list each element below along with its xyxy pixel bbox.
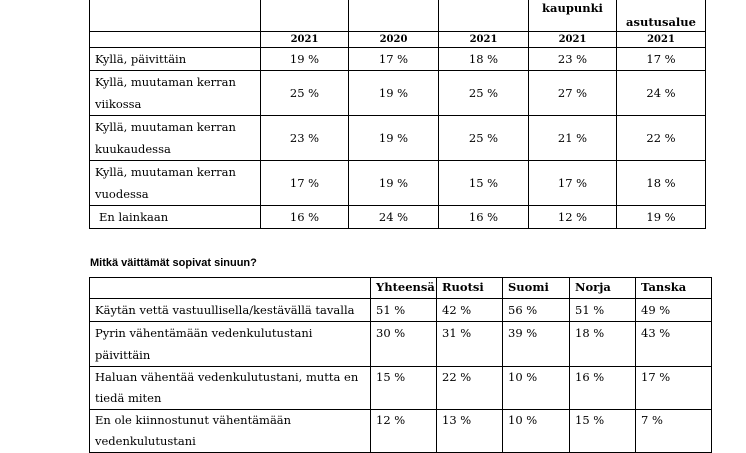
value-cell: 39 % [503, 322, 570, 367]
row-label: En ole kiinnostunut vähentämään vedenkulutustani [90, 410, 371, 453]
header-cell: kaupunki [529, 0, 617, 32]
table-row [90, 299, 712, 322]
value-cell: 19 % [261, 48, 349, 71]
table-row [90, 322, 712, 367]
header-cell: Suomi [503, 278, 570, 299]
year-cell: 2020 [349, 32, 439, 48]
row-label: Kyllä, muutaman kerran viikossa [90, 71, 261, 116]
value-cell: 16 % [261, 206, 349, 229]
value-cell: 17 % [617, 48, 706, 71]
value-cell: 23 % [529, 48, 617, 71]
value-cell: 15 % [371, 367, 437, 410]
header-cell [439, 0, 529, 32]
year-row [90, 32, 706, 48]
section-heading: Mitkä väittämät sopivat sinuun? [90, 257, 257, 269]
year-cell: 2021 [617, 32, 706, 48]
row-label: Kyllä, muutaman kerran vuodessa [90, 161, 261, 206]
value-cell: 21 % [529, 116, 617, 161]
row-label: Kyllä, muutaman kerran kuukaudessa [90, 116, 261, 161]
row-label: Haluan vähentää vedenkulutustani, mutta en tiedä miten [90, 367, 371, 410]
value-cell: 24 % [349, 206, 439, 229]
header-cell [90, 278, 371, 299]
header-cell [90, 0, 261, 32]
value-cell: 13 % [437, 410, 503, 453]
value-cell: 16 % [439, 206, 529, 229]
table-header-row [90, 0, 706, 32]
value-cell: 56 % [503, 299, 570, 322]
table-row [90, 71, 706, 116]
statements-table [89, 277, 712, 453]
value-cell: 24 % [617, 71, 706, 116]
value-cell: 19 % [349, 161, 439, 206]
table-row [90, 116, 706, 161]
header-cell: asutusalue [617, 0, 706, 32]
table-row [90, 410, 712, 453]
value-cell: 31 % [437, 322, 503, 367]
table-row [90, 367, 712, 410]
usage-frequency-table [89, 0, 706, 229]
header-cell [261, 0, 349, 32]
value-cell: 18 % [570, 322, 636, 367]
value-cell: 17 % [349, 48, 439, 71]
value-cell: 25 % [439, 116, 529, 161]
value-cell: 42 % [437, 299, 503, 322]
value-cell: 19 % [617, 206, 706, 229]
value-cell: 51 % [371, 299, 437, 322]
year-cell [90, 32, 261, 48]
value-cell: 30 % [371, 322, 437, 367]
value-cell: 49 % [636, 299, 712, 322]
header-cell [349, 0, 439, 32]
value-cell: 7 % [636, 410, 712, 453]
value-cell: 19 % [349, 116, 439, 161]
header-cell: Norja [570, 278, 636, 299]
value-cell: 23 % [261, 116, 349, 161]
value-cell: 22 % [437, 367, 503, 410]
value-cell: 25 % [439, 71, 529, 116]
table-header-row [90, 278, 712, 299]
value-cell: 18 % [439, 48, 529, 71]
value-cell: 27 % [529, 71, 617, 116]
year-cell: 2021 [439, 32, 529, 48]
year-cell: 2021 [529, 32, 617, 48]
value-cell: 22 % [617, 116, 706, 161]
value-cell: 51 % [570, 299, 636, 322]
value-cell: 17 % [529, 161, 617, 206]
value-cell: 10 % [503, 367, 570, 410]
value-cell: 16 % [570, 367, 636, 410]
value-cell: 15 % [570, 410, 636, 453]
table-row [90, 206, 706, 229]
value-cell: 12 % [529, 206, 617, 229]
value-cell: 10 % [503, 410, 570, 453]
value-cell: 25 % [261, 71, 349, 116]
value-cell: 17 % [636, 367, 712, 410]
value-cell: 18 % [617, 161, 706, 206]
header-cell: Ruotsi [437, 278, 503, 299]
value-cell: 15 % [439, 161, 529, 206]
value-cell: 19 % [349, 71, 439, 116]
row-label: Käytän vettä vastuullisella/kestävällä tavalla [90, 299, 371, 322]
value-cell: 12 % [371, 410, 437, 453]
row-label: En lainkaan [90, 206, 261, 229]
table-row [90, 48, 706, 71]
row-label: Pyrin vähentämään vedenkulutustani päivittäin [90, 322, 371, 367]
header-cell: Tanska [636, 278, 712, 299]
value-cell: 17 % [261, 161, 349, 206]
year-cell: 2021 [261, 32, 349, 48]
value-cell: 43 % [636, 322, 712, 367]
table-row [90, 161, 706, 206]
header-cell: Yhteensä [371, 278, 437, 299]
row-label: Kyllä, päivittäin [90, 48, 261, 71]
